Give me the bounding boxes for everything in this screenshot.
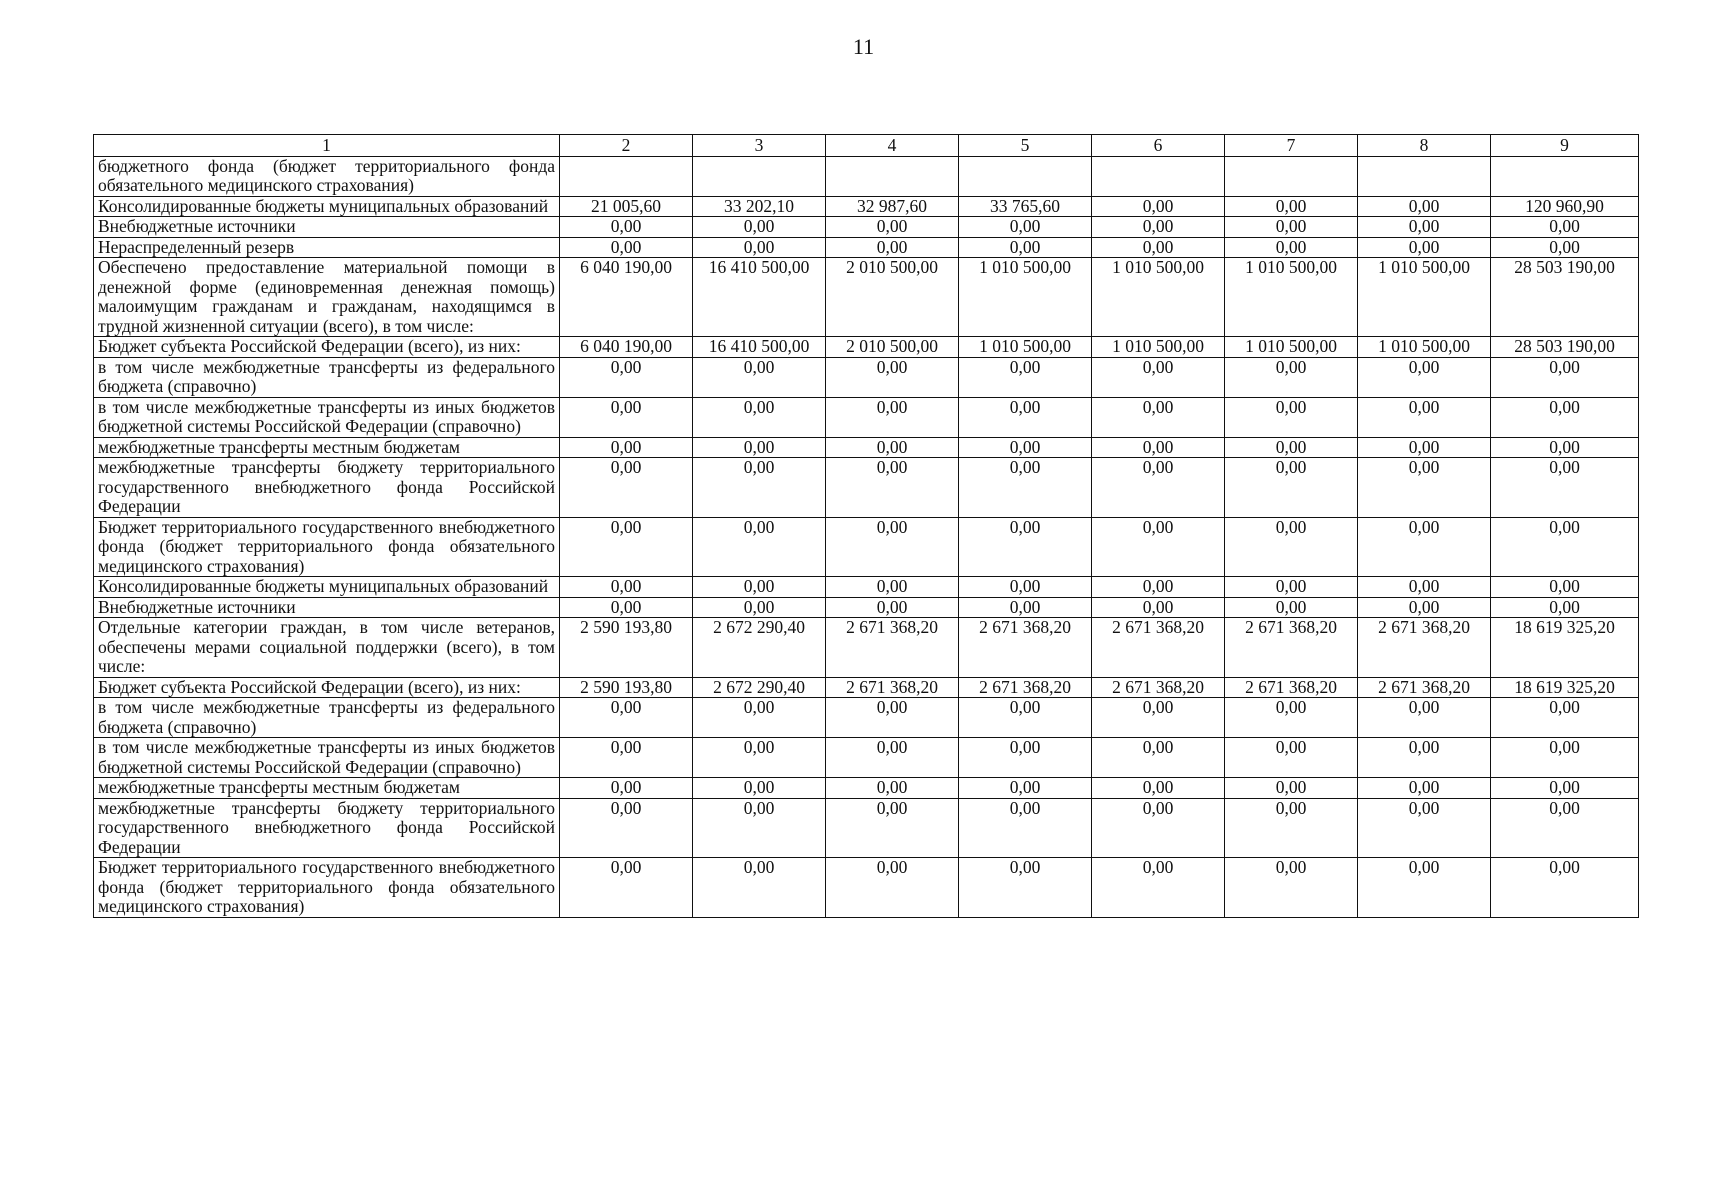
value-cell: 0,00	[1225, 458, 1358, 518]
value-cell: 0,00	[959, 397, 1092, 437]
value-cell: 0,00	[560, 458, 693, 518]
value-cell: 0,00	[560, 217, 693, 238]
row-label: Бюджет территориального государственного внебюджетного фонда (бюджет территориального фонда обязательного медицинского страхования)	[94, 517, 560, 577]
value-cell: 0,00	[959, 217, 1092, 238]
value-cell: 0,00	[1491, 237, 1639, 258]
value-cell: 0,00	[1092, 798, 1225, 858]
column-header-6: 6	[1092, 135, 1225, 157]
value-cell: 1 010 500,00	[959, 337, 1092, 358]
budget-table	[93, 134, 1639, 918]
value-cell: 0,00	[1358, 237, 1491, 258]
row-label: Внебюджетные источники	[94, 217, 560, 238]
value-cell: 0,00	[826, 597, 959, 618]
value-cell: 0,00	[1358, 858, 1491, 918]
value-cell: 0,00	[560, 738, 693, 778]
value-cell	[1491, 156, 1639, 196]
table-row	[94, 437, 1639, 458]
value-cell: 0,00	[1358, 437, 1491, 458]
table-row	[94, 698, 1639, 738]
value-cell: 0,00	[693, 577, 826, 598]
value-cell: 0,00	[1225, 437, 1358, 458]
value-cell: 0,00	[1358, 196, 1491, 217]
value-cell: 0,00	[1092, 196, 1225, 217]
value-cell: 120 960,90	[1491, 196, 1639, 217]
value-cell: 2 010 500,00	[826, 337, 959, 358]
column-header-1: 1	[94, 135, 560, 157]
value-cell: 0,00	[693, 517, 826, 577]
value-cell: 0,00	[1358, 597, 1491, 618]
value-cell: 18 619 325,20	[1491, 677, 1639, 698]
row-label: Консолидированные бюджеты муниципальных образований	[94, 577, 560, 598]
value-cell: 0,00	[1491, 597, 1639, 618]
value-cell: 0,00	[959, 858, 1092, 918]
table-row	[94, 258, 1639, 337]
value-cell: 0,00	[826, 577, 959, 598]
column-header-2: 2	[560, 135, 693, 157]
value-cell: 0,00	[693, 458, 826, 518]
value-cell	[1225, 156, 1358, 196]
row-label: Нераспределенный резерв	[94, 237, 560, 258]
value-cell: 0,00	[560, 798, 693, 858]
value-cell: 28 503 190,00	[1491, 258, 1639, 337]
value-cell: 0,00	[1358, 397, 1491, 437]
value-cell: 0,00	[693, 437, 826, 458]
value-cell: 0,00	[826, 698, 959, 738]
value-cell: 0,00	[1092, 237, 1225, 258]
value-cell: 0,00	[826, 778, 959, 799]
value-cell: 0,00	[1358, 517, 1491, 577]
page-number: 11	[852, 34, 875, 59]
value-cell: 0,00	[1092, 458, 1225, 518]
value-cell: 0,00	[1358, 698, 1491, 738]
table-row	[94, 337, 1639, 358]
row-label: Обеспечено предоставление материальной помощи в денежной форме (единовременная денежная помощь) малоимущим гражданам и гражданам, находящимся в трудной жизненной ситуации (всего), в том числе:	[94, 258, 560, 337]
value-cell: 0,00	[1358, 217, 1491, 238]
value-cell: 1 010 500,00	[1358, 258, 1491, 337]
value-cell: 21 005,60	[560, 196, 693, 217]
value-cell: 1 010 500,00	[1358, 337, 1491, 358]
table-row	[94, 217, 1639, 238]
value-cell: 0,00	[826, 798, 959, 858]
value-cell: 0,00	[693, 397, 826, 437]
row-label: межбюджетные трансферты бюджету территориального государственного внебюджетного фонда Российской Федерации	[94, 798, 560, 858]
row-label: в том числе межбюджетные трансферты из иных бюджетов бюджетной системы Российской Федерации (справочно)	[94, 397, 560, 437]
value-cell: 0,00	[693, 858, 826, 918]
value-cell: 0,00	[1092, 597, 1225, 618]
table-row	[94, 577, 1639, 598]
value-cell	[560, 156, 693, 196]
value-cell: 0,00	[1491, 397, 1639, 437]
value-cell: 33 765,60	[959, 196, 1092, 217]
value-cell: 2 671 368,20	[826, 618, 959, 678]
value-cell: 1 010 500,00	[1225, 258, 1358, 337]
value-cell: 2 671 368,20	[959, 618, 1092, 678]
value-cell: 0,00	[959, 458, 1092, 518]
table-row	[94, 618, 1639, 678]
value-cell: 0,00	[1092, 738, 1225, 778]
value-cell	[1092, 156, 1225, 196]
value-cell: 2 590 193,80	[560, 618, 693, 678]
value-cell	[1358, 156, 1491, 196]
value-cell: 2 671 368,20	[1358, 618, 1491, 678]
value-cell: 28 503 190,00	[1491, 337, 1639, 358]
value-cell: 0,00	[1491, 858, 1639, 918]
value-cell: 0,00	[1225, 597, 1358, 618]
value-cell: 0,00	[693, 237, 826, 258]
value-cell: 0,00	[1092, 698, 1225, 738]
table-row	[94, 778, 1639, 799]
value-cell: 18 619 325,20	[1491, 618, 1639, 678]
value-cell: 0,00	[693, 778, 826, 799]
value-cell: 2 671 368,20	[1225, 677, 1358, 698]
value-cell: 0,00	[1491, 357, 1639, 397]
row-label: бюджетного фонда (бюджет территориального фонда обязательного медицинского страхования)	[94, 156, 560, 196]
value-cell: 0,00	[1225, 577, 1358, 598]
value-cell: 0,00	[959, 577, 1092, 598]
column-header-5: 5	[959, 135, 1092, 157]
value-cell: 0,00	[826, 217, 959, 238]
value-cell: 2 672 290,40	[693, 618, 826, 678]
value-cell: 16 410 500,00	[693, 258, 826, 337]
value-cell: 0,00	[1092, 778, 1225, 799]
value-cell: 0,00	[560, 357, 693, 397]
value-cell: 0,00	[1225, 357, 1358, 397]
value-cell	[826, 156, 959, 196]
value-cell: 2 671 368,20	[1225, 618, 1358, 678]
value-cell: 1 010 500,00	[1225, 337, 1358, 358]
table-row	[94, 458, 1639, 518]
value-cell: 0,00	[1092, 517, 1225, 577]
value-cell: 0,00	[1092, 217, 1225, 238]
value-cell: 0,00	[693, 698, 826, 738]
value-cell: 0,00	[959, 237, 1092, 258]
value-cell: 0,00	[693, 357, 826, 397]
value-cell: 0,00	[560, 517, 693, 577]
row-label: в том числе межбюджетные трансферты из федерального бюджета (справочно)	[94, 698, 560, 738]
value-cell: 0,00	[826, 437, 959, 458]
value-cell: 0,00	[560, 437, 693, 458]
table-header	[94, 135, 1639, 157]
value-cell: 0,00	[1491, 517, 1639, 577]
table-row	[94, 237, 1639, 258]
value-cell: 2 672 290,40	[693, 677, 826, 698]
value-cell: 0,00	[1358, 577, 1491, 598]
value-cell: 2 671 368,20	[1092, 677, 1225, 698]
value-cell: 0,00	[959, 517, 1092, 577]
value-cell: 0,00	[1358, 778, 1491, 799]
value-cell: 2 671 368,20	[959, 677, 1092, 698]
value-cell: 0,00	[1491, 798, 1639, 858]
value-cell: 2 010 500,00	[826, 258, 959, 337]
value-cell: 16 410 500,00	[693, 337, 826, 358]
value-cell: 0,00	[826, 517, 959, 577]
value-cell: 0,00	[826, 357, 959, 397]
value-cell: 0,00	[1358, 458, 1491, 518]
table-row	[94, 156, 1639, 196]
value-cell: 0,00	[959, 357, 1092, 397]
value-cell: 0,00	[826, 397, 959, 437]
value-cell: 0,00	[1491, 698, 1639, 738]
value-cell	[959, 156, 1092, 196]
column-header-9: 9	[1491, 135, 1639, 157]
table-row	[94, 738, 1639, 778]
column-header-7: 7	[1225, 135, 1358, 157]
value-cell: 1 010 500,00	[959, 258, 1092, 337]
value-cell: 32 987,60	[826, 196, 959, 217]
value-cell: 0,00	[1092, 397, 1225, 437]
table-row	[94, 517, 1639, 577]
value-cell: 0,00	[693, 597, 826, 618]
value-cell: 0,00	[560, 858, 693, 918]
column-header-3: 3	[693, 135, 826, 157]
value-cell: 0,00	[560, 597, 693, 618]
value-cell: 0,00	[826, 237, 959, 258]
value-cell: 0,00	[1225, 217, 1358, 238]
value-cell: 33 202,10	[693, 196, 826, 217]
value-cell: 0,00	[560, 397, 693, 437]
value-cell: 0,00	[826, 738, 959, 778]
table-row	[94, 597, 1639, 618]
row-label: межбюджетные трансферты местным бюджетам	[94, 778, 560, 799]
value-cell: 0,00	[1225, 858, 1358, 918]
value-cell: 0,00	[560, 778, 693, 799]
value-cell: 6 040 190,00	[560, 258, 693, 337]
table-row	[94, 357, 1639, 397]
column-header-4: 4	[826, 135, 959, 157]
value-cell: 6 040 190,00	[560, 337, 693, 358]
row-label: Бюджет субъекта Российской Федерации (всего), из них:	[94, 337, 560, 358]
row-label: Отдельные категории граждан, в том числе ветеранов, обеспечены мерами социальной поддержки (всего), в том числе:	[94, 618, 560, 678]
value-cell: 0,00	[959, 778, 1092, 799]
row-label: в том числе межбюджетные трансферты из федерального бюджета (справочно)	[94, 357, 560, 397]
value-cell: 2 671 368,20	[826, 677, 959, 698]
row-label: Внебюджетные источники	[94, 597, 560, 618]
value-cell: 0,00	[959, 698, 1092, 738]
value-cell: 2 671 368,20	[1092, 618, 1225, 678]
row-label: Консолидированные бюджеты муниципальных образований	[94, 196, 560, 217]
header-row	[94, 135, 1639, 157]
value-cell: 0,00	[693, 217, 826, 238]
value-cell: 0,00	[1225, 517, 1358, 577]
value-cell: 0,00	[1491, 778, 1639, 799]
value-cell: 0,00	[693, 798, 826, 858]
value-cell: 0,00	[826, 858, 959, 918]
value-cell: 0,00	[1225, 196, 1358, 217]
table-row	[94, 858, 1639, 918]
value-cell: 0,00	[1092, 858, 1225, 918]
row-label: Бюджет территориального государственного внебюджетного фонда (бюджет территориального фонда обязательного медицинского страхования)	[94, 858, 560, 918]
value-cell: 0,00	[1491, 437, 1639, 458]
value-cell: 2 671 368,20	[1358, 677, 1491, 698]
value-cell: 1 010 500,00	[1092, 258, 1225, 337]
value-cell: 0,00	[693, 738, 826, 778]
table-row	[94, 397, 1639, 437]
table-row	[94, 677, 1639, 698]
row-label: в том числе межбюджетные трансферты из иных бюджетов бюджетной системы Российской Федерации (справочно)	[94, 738, 560, 778]
value-cell: 0,00	[1225, 397, 1358, 437]
table-row	[94, 196, 1639, 217]
value-cell: 0,00	[1358, 357, 1491, 397]
row-label: межбюджетные трансферты местным бюджетам	[94, 437, 560, 458]
value-cell: 0,00	[1491, 577, 1639, 598]
value-cell: 0,00	[1225, 698, 1358, 738]
value-cell: 0,00	[1491, 738, 1639, 778]
row-label: Бюджет субъекта Российской Федерации (всего), из них:	[94, 677, 560, 698]
value-cell: 0,00	[1092, 577, 1225, 598]
value-cell: 0,00	[959, 597, 1092, 618]
value-cell: 0,00	[560, 698, 693, 738]
column-header-8: 8	[1358, 135, 1491, 157]
value-cell: 0,00	[826, 458, 959, 518]
row-label: межбюджетные трансферты бюджету территориального государственного внебюджетного фонда Российской Федерации	[94, 458, 560, 518]
value-cell	[693, 156, 826, 196]
table-row	[94, 798, 1639, 858]
value-cell: 0,00	[959, 738, 1092, 778]
value-cell: 0,00	[959, 437, 1092, 458]
value-cell: 0,00	[560, 237, 693, 258]
value-cell: 0,00	[1225, 798, 1358, 858]
value-cell: 2 590 193,80	[560, 677, 693, 698]
value-cell: 0,00	[1225, 237, 1358, 258]
value-cell: 1 010 500,00	[1092, 337, 1225, 358]
value-cell: 0,00	[1092, 437, 1225, 458]
value-cell: 0,00	[1491, 217, 1639, 238]
value-cell: 0,00	[1225, 778, 1358, 799]
table-body	[94, 156, 1639, 917]
value-cell: 0,00	[959, 798, 1092, 858]
value-cell: 0,00	[1092, 357, 1225, 397]
value-cell: 0,00	[1358, 798, 1491, 858]
value-cell: 0,00	[1491, 458, 1639, 518]
value-cell: 0,00	[1225, 738, 1358, 778]
value-cell: 0,00	[1358, 738, 1491, 778]
value-cell: 0,00	[560, 577, 693, 598]
